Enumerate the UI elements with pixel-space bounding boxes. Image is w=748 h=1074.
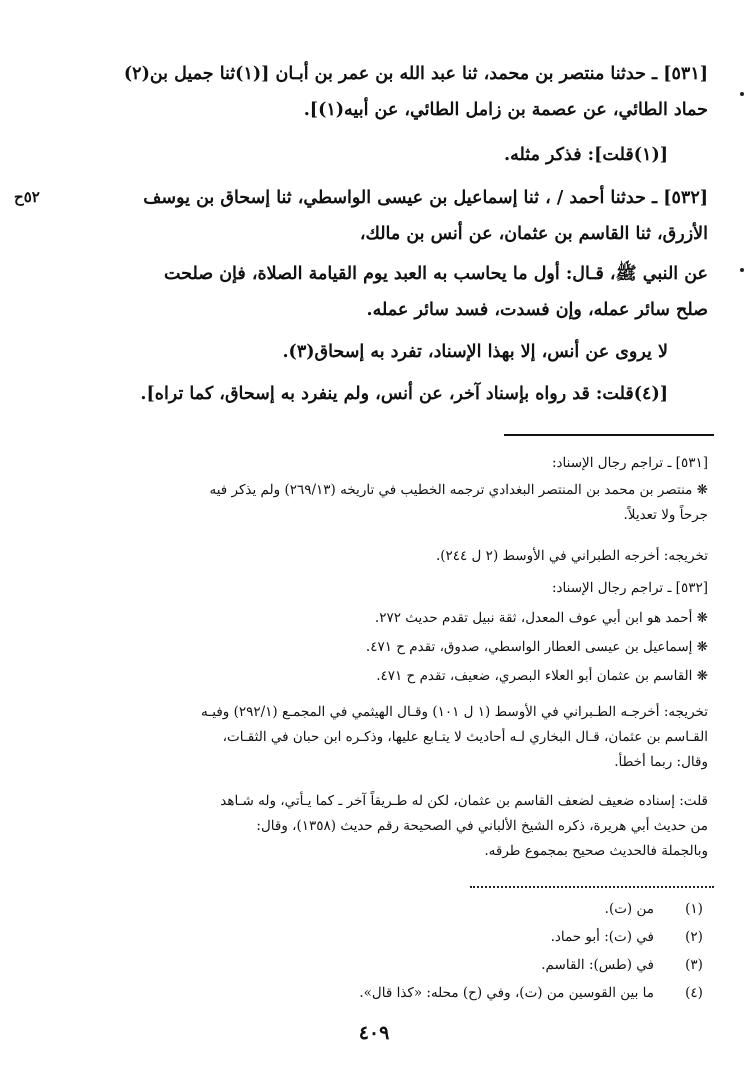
- footnote-4: [34, 981, 714, 1005]
- notes-532-heading: [٥٣٢] ـ تراجم رجال الإسناد:: [551, 580, 708, 596]
- hadith-531-qult: [(١)قلت]: فذكر مثله.: [504, 145, 668, 165]
- footnote-number: (١): [685, 901, 703, 917]
- notes-532-takhrij-line-2: القـاسم بن عثمان، قـال البخاري لـه أحاديث لا يتـابع عليها، وذكـره ابن حبان في الثقـات،: [222, 729, 708, 745]
- footnote-number: (٤): [685, 985, 703, 1001]
- notes-separator: [504, 434, 714, 436]
- hadith-532-qult: [(٤)قلت: قد رواه بإسناد آخر، عن أنس، ولم ينفرد به إسحاق، كما تراه].: [140, 384, 668, 404]
- notes-531-narrator: [38, 478, 708, 528]
- hadith-531-line-1: [٥٣١] ـ حدثنا منتصر بن محمد، ثنا عبد الله بن عمر بن أبـان [(١)ثنا جميل بن(٢): [123, 64, 708, 84]
- notes-532-takhrij-line-1: تخريجه: أخرجـه الطـبراني في الأوسط (١ ل ١٠١) وقـال الهيثمي في المجمـع (٢٩٢/١) وفيـه: [201, 704, 708, 720]
- footnote-2: [34, 925, 714, 949]
- footnote-text: في (طس): القاسم.: [541, 957, 654, 973]
- hadith-531-line-2: حماد الطائي، عن عصمة بن زامل الطائي، عن أبيه(١)].: [303, 100, 708, 120]
- footnote-text: في (ت): أبو حماد.: [550, 929, 654, 945]
- notes-531-narrator-line-1: ❋ منتصر بن محمد بن المنتصر البغدادي ترجمه الخطيب في تاريخه (٢٦٩/١٣) ولم يذكر فيه: [209, 482, 708, 498]
- hadith-531: [38, 56, 708, 128]
- footnote-3: [34, 953, 714, 977]
- hadith-532-matn-line-1: عن النبي ﷺ، قـال: أول ما يحاسب به العبد يوم القيامة الصلاة، فإن صلحت: [163, 264, 708, 284]
- hadith-532-line-1: [٥٣٢] ـ حدثنا أحمد / ، ثنا إسماعيل بن عيسى الواسطي، ثنا إسحاق بن يوسف: [143, 188, 708, 208]
- notes-532-qult: [38, 789, 708, 864]
- notes-532-takhrij: [38, 700, 708, 775]
- notes-532-narrator-2: ❋ إسماعيل بن عيسى العطار الواسطي، صدوق، تقدم ح ٤٧١.: [365, 639, 708, 655]
- footnote-number: (٣): [685, 957, 703, 973]
- margin-mark: [740, 92, 744, 96]
- notes-532-qult-line-2: من حديث أبي هريرة، ذكره الشيخ الألباني في الصحيحة رقم حديث (١٣٥٨)، وقال:: [256, 818, 708, 834]
- notes-532-narrators: [38, 604, 708, 691]
- hadith-532-line-2: الأزرق، ثنا القاسم بن عثمان، عن أنس بن مالك،: [359, 224, 708, 244]
- hadith-532-matn-line-2: صلح سائر عمله، وإن فسدت، فسد سائر عمله.: [366, 300, 708, 320]
- hadith-532-matn: [38, 256, 708, 328]
- footnote-number: (٢): [685, 929, 703, 945]
- footnote-1: [34, 897, 714, 921]
- footnote-text: ما بين القوسين من (ت)، وفي (ح) محله: «كذا قال».: [359, 985, 654, 1001]
- footnote-text: من (ت).: [604, 901, 654, 917]
- notes-532-qult-line-1: قلت: إسناده ضعيف لضعف القاسم بن عثمان، لكن له طـريقاً آخر ـ كما يـأتي، وله شـاهد: [220, 793, 708, 809]
- footnote-separator: [470, 886, 714, 888]
- notes-532-qult-line-3: وبالجملة فالحديث صحيح بمجموع طرقه.: [484, 843, 708, 859]
- hadith-532-comment: لا يروى عن أنس، إلا بهذا الإسناد، تفرد به إسحاق(٣).: [282, 342, 668, 362]
- page-number: ٤٠٩: [358, 1022, 390, 1044]
- notes-531-narrator-line-2: جرحاً ولا تعديلاً.: [623, 507, 708, 523]
- notes-532-narrator-3: ❋ القاسم بن عثمان أبو العلاء البصري، ضعيف، تقدم ح ٤٧١.: [376, 668, 708, 684]
- hadith-532-isnad: [58, 180, 708, 252]
- notes-531-takhrij: تخريجه: أخرجه الطبراني في الأوسط (٢ ل ٢٤٤).: [435, 548, 708, 564]
- notes-532-narrator-1: ❋ أحمد هو ابن أبي عوف المعدل، ثقة نبيل تقدم حديث ٢٧٢.: [374, 610, 708, 626]
- notes-532-takhrij-line-3: وقال: ربما أخطأ.: [614, 754, 708, 770]
- notes-531-heading: [٥٣١] ـ تراجم رجال الإسناد:: [551, 455, 708, 471]
- margin-reference: ٥٢ح: [14, 188, 40, 206]
- margin-mark: [740, 268, 744, 272]
